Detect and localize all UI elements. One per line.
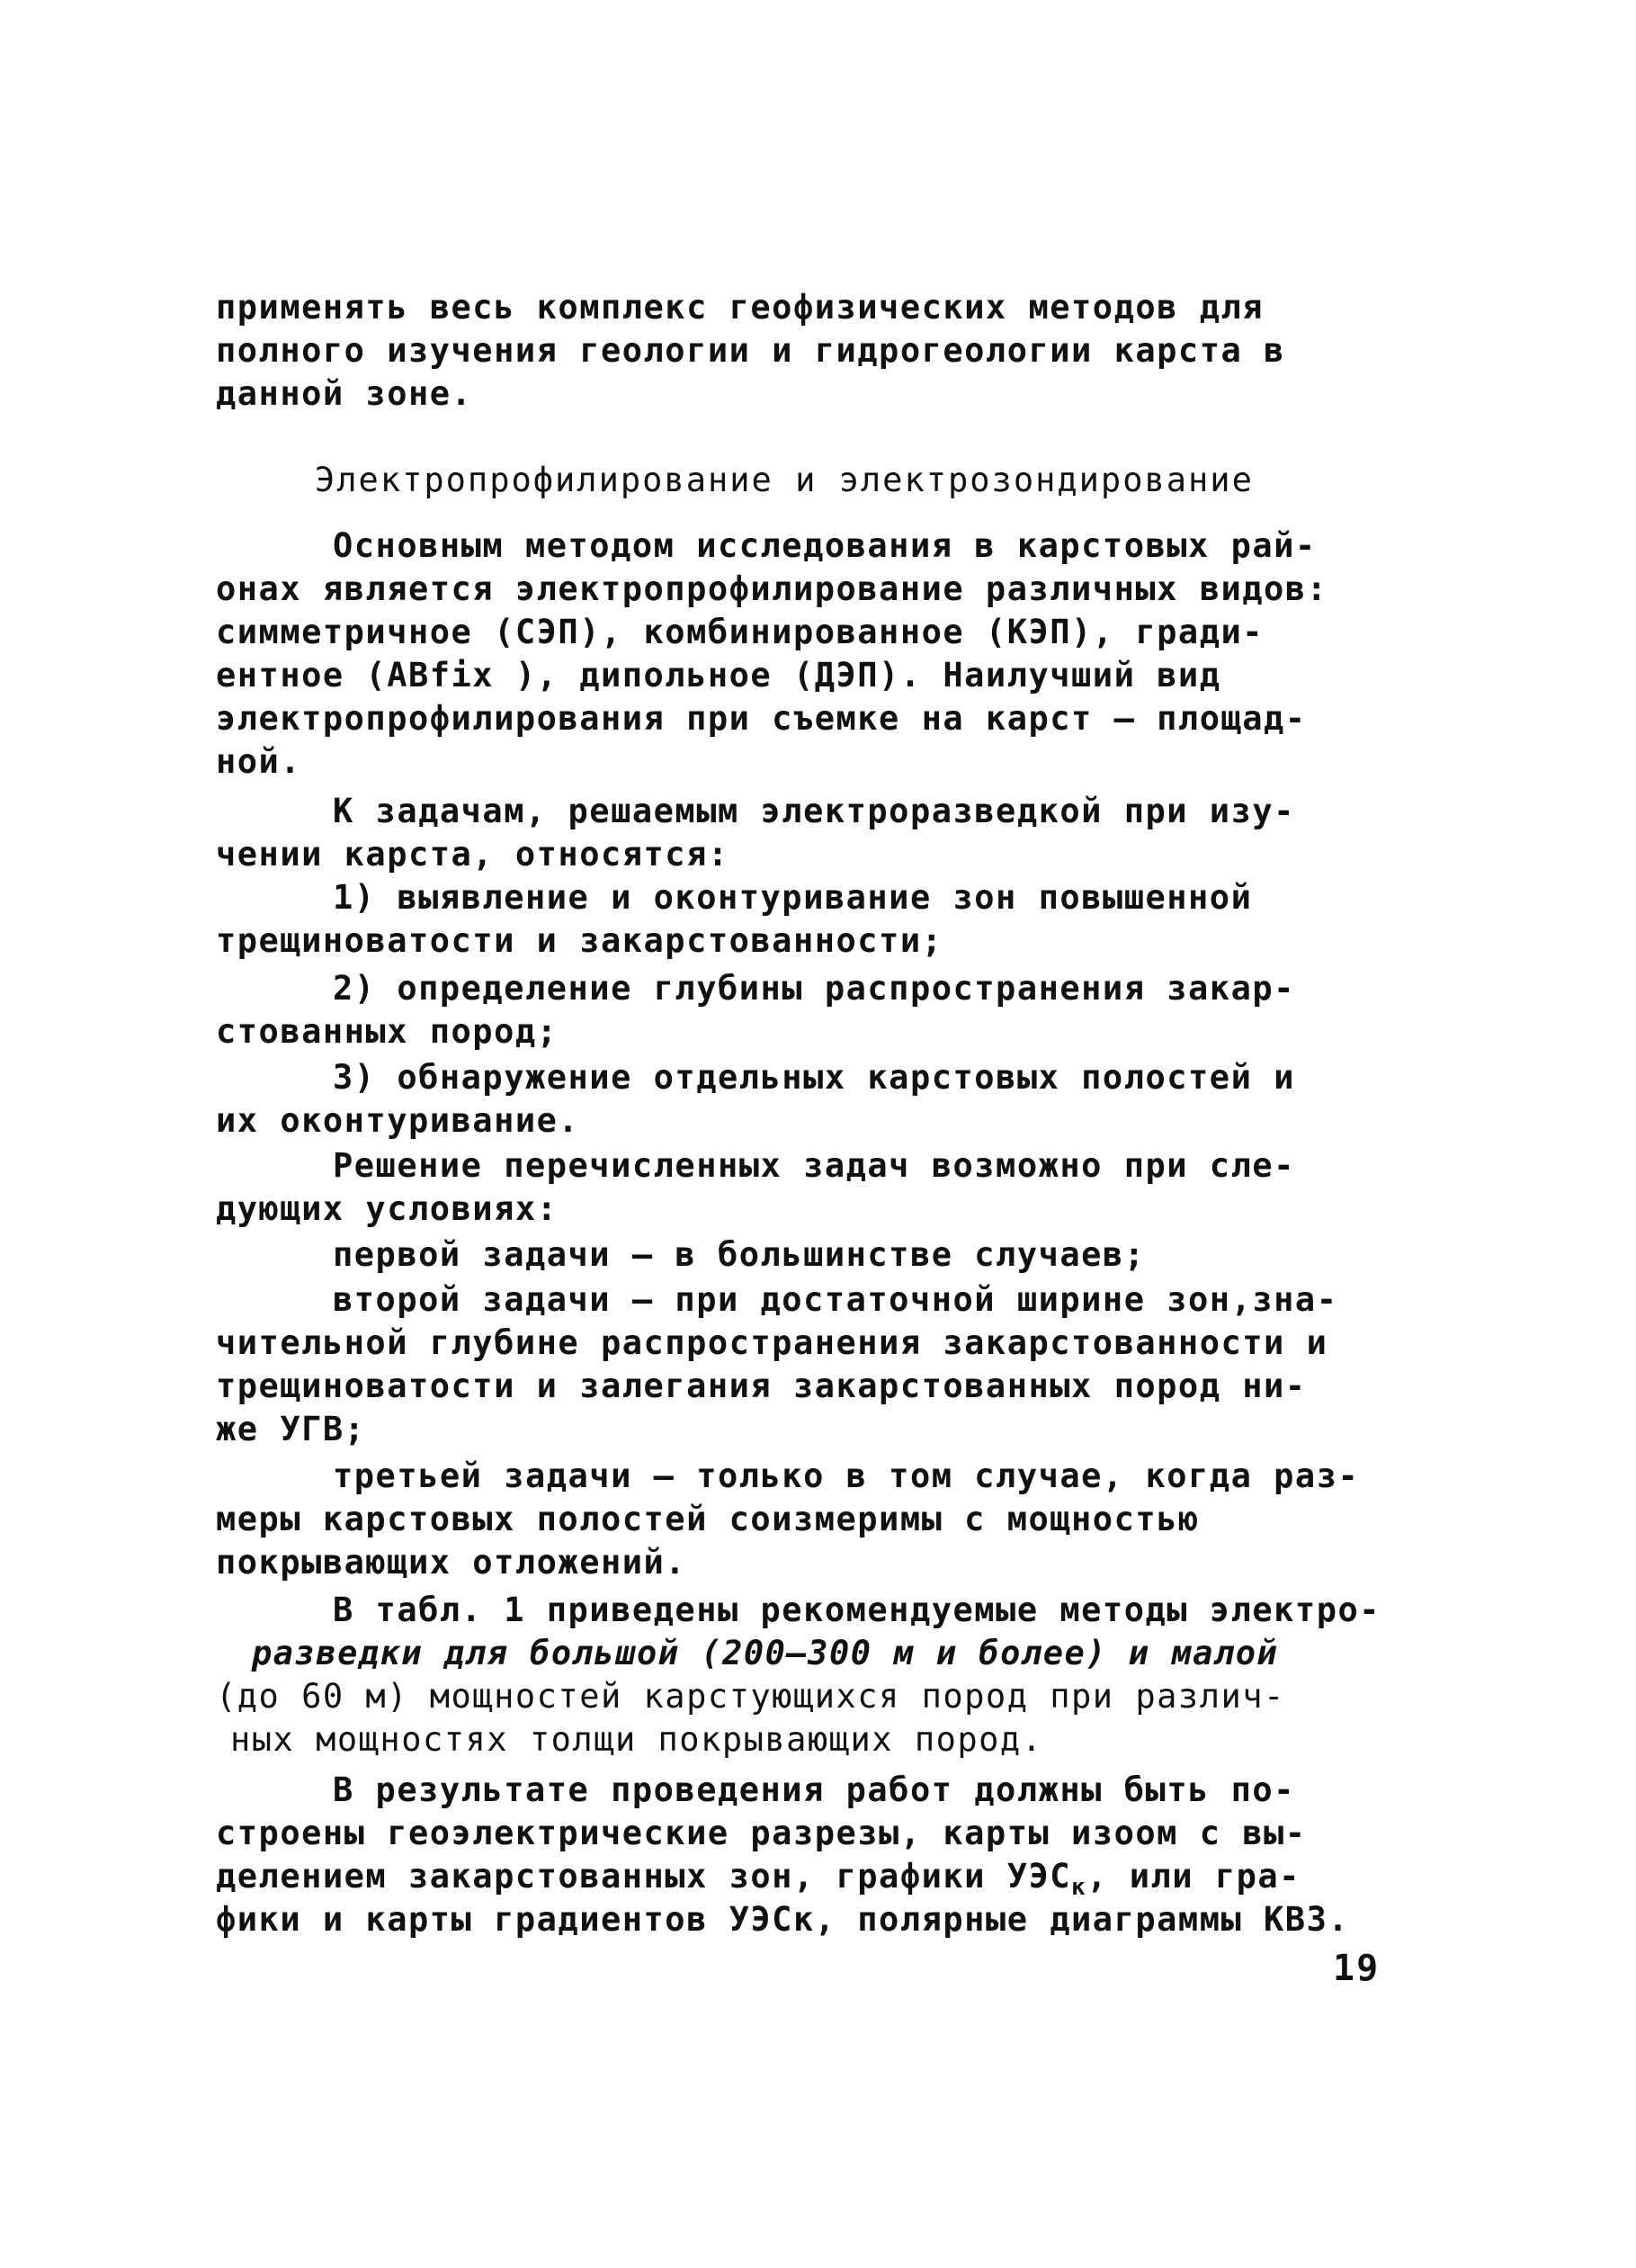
text-line: чении карста, относятся: bbox=[216, 835, 729, 874]
list-item-2-continuation: стованных пород; bbox=[216, 1012, 559, 1051]
list-item-1: 1) выявление и оконтуривание зон повышенной bbox=[333, 878, 1253, 917]
list-item-3: 3) обнаружение отдельных карстовых полостей и bbox=[333, 1058, 1295, 1097]
text-line: же УГВ; bbox=[216, 1410, 366, 1448]
text-line: данной зоне. bbox=[216, 374, 473, 413]
text-line: применять весь комплекс геофизических методов для bbox=[216, 288, 1265, 327]
text-line: Основным методом исследования в карстовых рай- bbox=[333, 526, 1317, 565]
subscript-k: к bbox=[1071, 1874, 1087, 1901]
text-line: К задачам, решаемым электроразведкой при изу- bbox=[333, 792, 1295, 830]
page-number: 19 bbox=[1333, 1948, 1381, 1989]
text-line: разведки для большой (200–300 м и более) и малой bbox=[252, 1634, 1279, 1672]
text-line: меры карстовых полостей соизмеримы с мощностью bbox=[216, 1500, 1200, 1538]
text-line: ных мощностях толщи покрывающих пород. bbox=[230, 1720, 1043, 1759]
text-line: В табл. 1 приведены рекомендуемые методы электро- bbox=[333, 1591, 1381, 1629]
section-heading: Электропрофилирование и электрозондирование bbox=[315, 461, 1254, 499]
text-line: чительной глубине распространения закарстованности и bbox=[216, 1323, 1328, 1362]
text-line: онах является электропрофилирование различных видов: bbox=[216, 569, 1328, 608]
text-line: (до 60 м) мощностей карстующихся пород при различ- bbox=[216, 1677, 1285, 1716]
text-line: трещиноватости и залегания закарстованных пород ни- bbox=[216, 1367, 1307, 1405]
list-item-3-continuation: их оконтуривание. bbox=[216, 1101, 580, 1140]
text-line: ентное (ABfix ), дипольное (ДЭП). Наилучший вид bbox=[216, 656, 1221, 695]
text-line: второй задачи – при достаточной ширине зон,зна- bbox=[333, 1280, 1338, 1319]
text-segment: , или гра- bbox=[1086, 1857, 1301, 1896]
list-item-1-continuation: трещиноватости и закарстованности; bbox=[216, 921, 943, 960]
text-line: строены геоэлектрические разрезы, карты изоом с вы- bbox=[216, 1814, 1307, 1852]
text-line: покрывающих отложений. bbox=[216, 1543, 687, 1582]
text-segment: делением закарстованных зон, графики УЭС bbox=[216, 1857, 1072, 1896]
text-line: симметричное (СЭП), комбинированное (КЭП), гради- bbox=[216, 613, 1265, 651]
text-line: В результате проведения работ должны быть по- bbox=[333, 1770, 1295, 1809]
text-line: третьей задачи – только в том случае, когда раз- bbox=[333, 1457, 1360, 1495]
text-line: первой задачи – в большинстве случаев; bbox=[333, 1235, 1146, 1274]
text-line: дующих условиях: bbox=[216, 1189, 559, 1228]
text-line: фики и карты градиентов УЭСк, полярные диаграммы КВЗ. bbox=[216, 1900, 1350, 1939]
list-item-2: 2) определение глубины распространения закар- bbox=[333, 969, 1295, 1008]
text-line: ной. bbox=[216, 742, 302, 781]
text-line: электропрофилирования при съемке на карст – площад- bbox=[216, 699, 1307, 738]
text-line: полного изучения геологии и гидрогеологии карста в bbox=[216, 331, 1285, 370]
text-line: Решение перечисленных задач возможно при сле- bbox=[333, 1146, 1295, 1185]
